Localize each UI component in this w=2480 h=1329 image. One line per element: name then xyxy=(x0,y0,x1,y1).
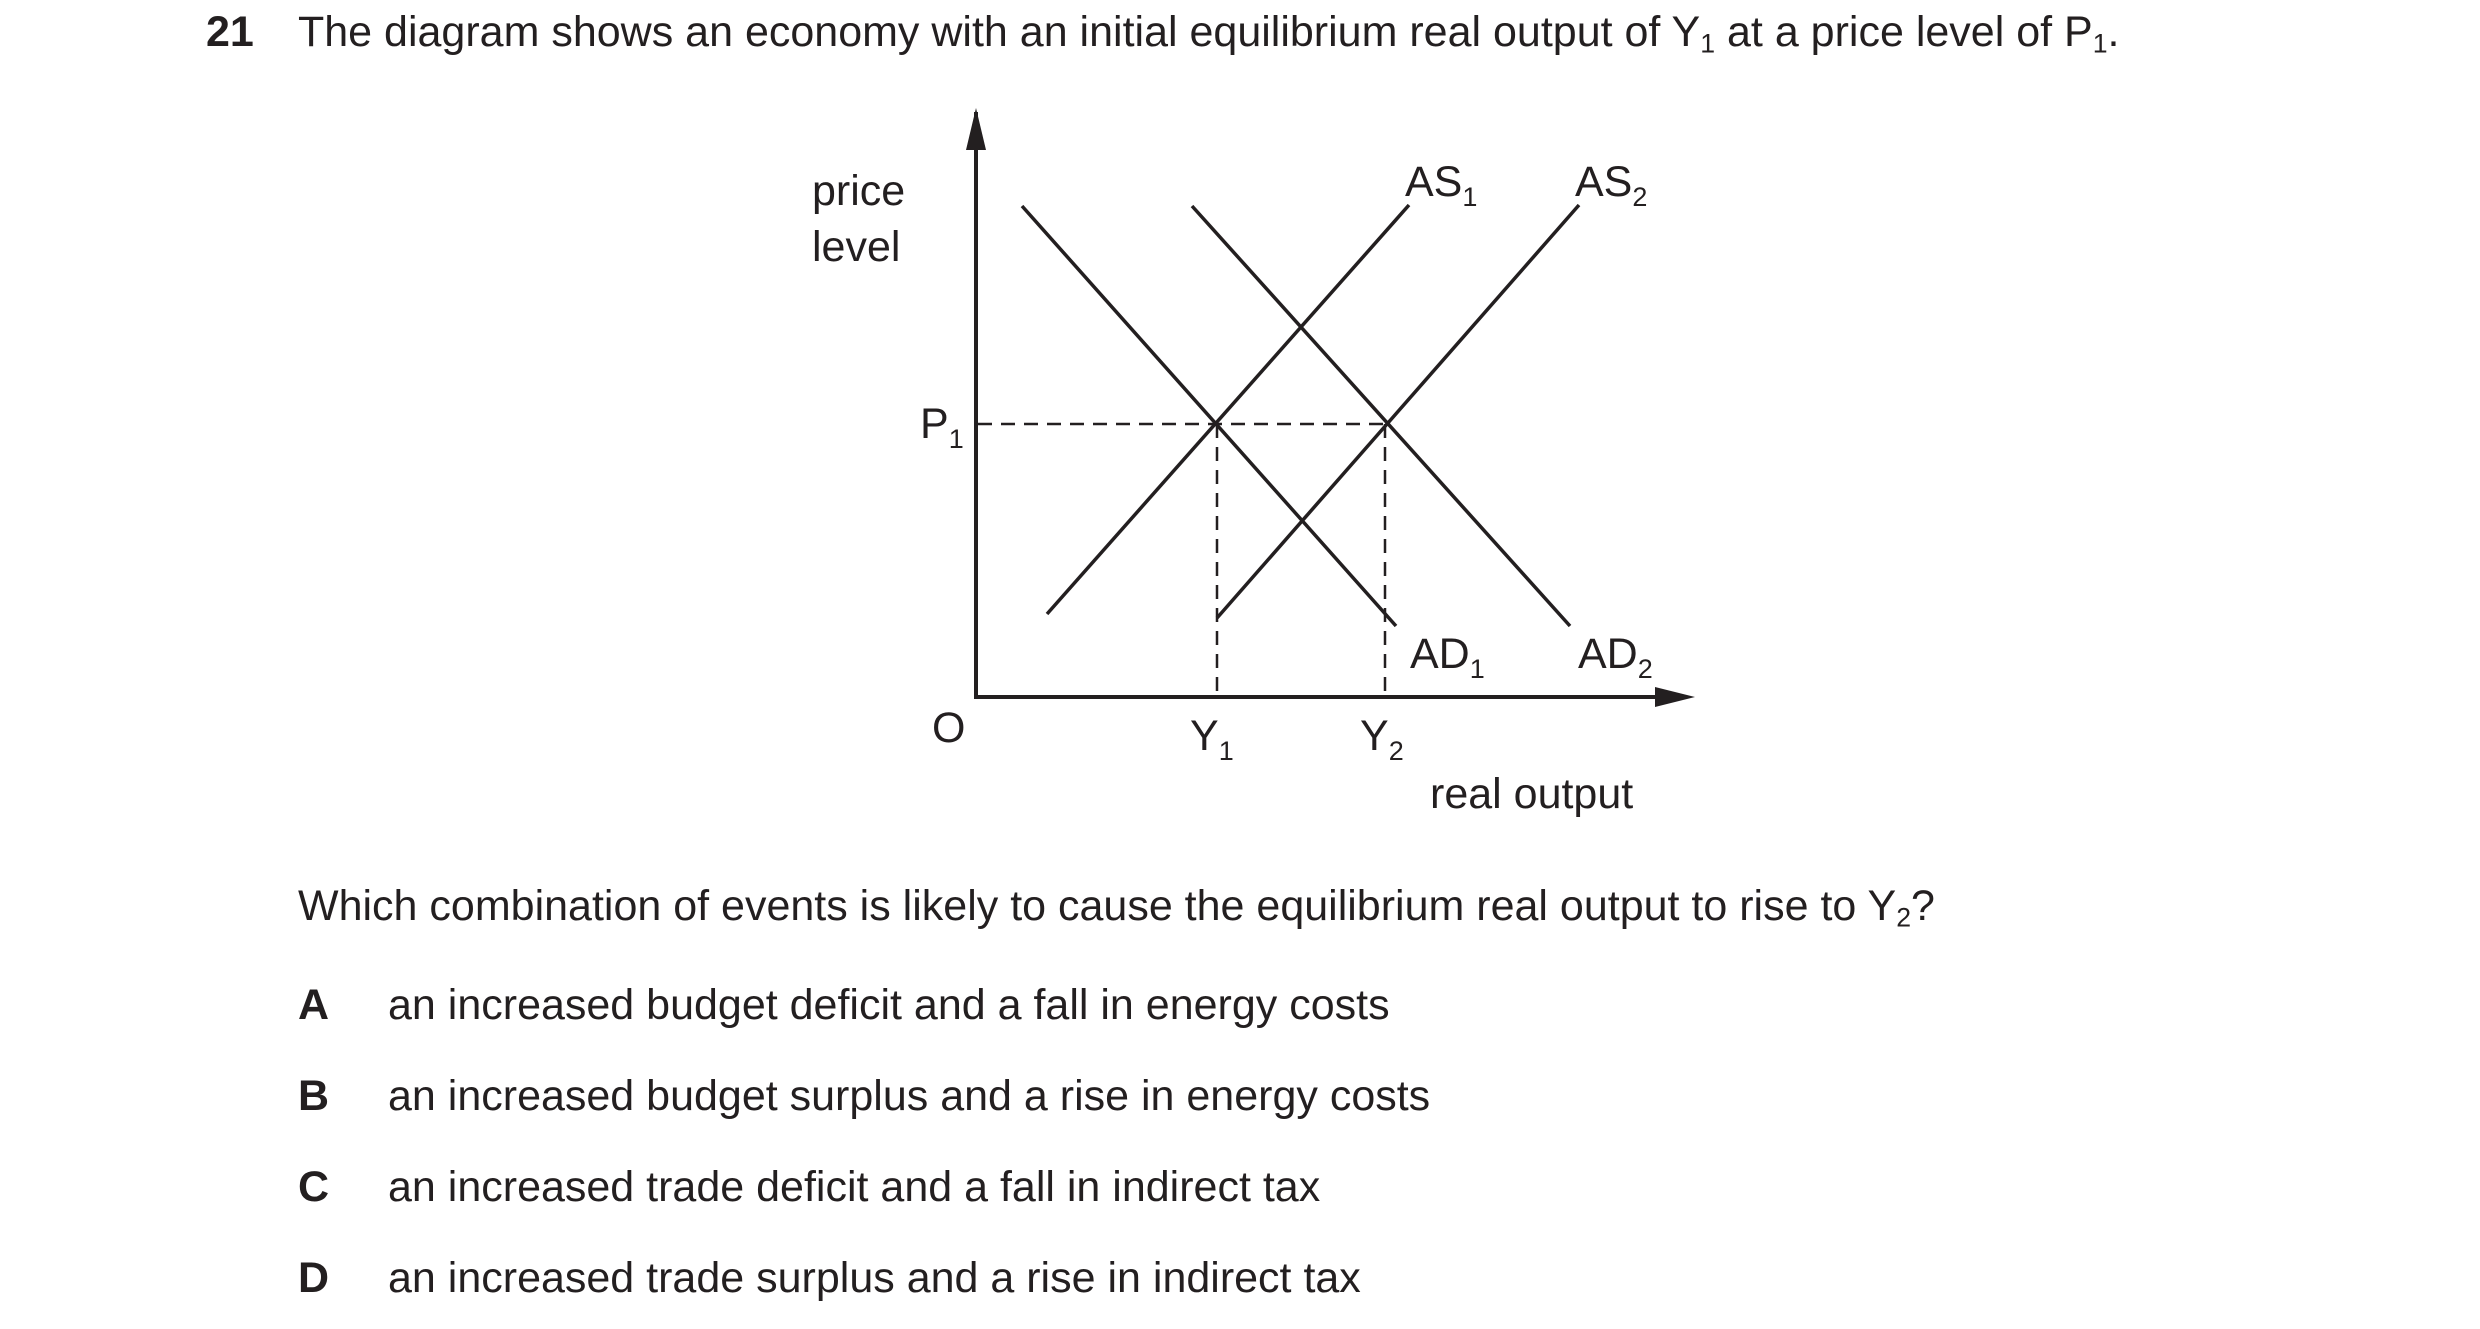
as2-label xyxy=(1575,158,1647,212)
stem-subscript-1: 1 xyxy=(1700,28,1716,59)
option-b-text: an increased budget surplus and a rise in energy costs xyxy=(388,1072,1431,1120)
stem-subscript-2: 1 xyxy=(2092,28,2108,59)
option-a-letter: A xyxy=(298,981,330,1029)
prompt-text-2: ? xyxy=(1911,882,1935,930)
ad2-label-main: AD xyxy=(1578,630,1638,678)
question-prompt xyxy=(298,878,1935,934)
guide-lines xyxy=(978,424,1385,697)
y1-label-sub: 1 xyxy=(1218,736,1234,766)
y1-label-main: Y xyxy=(1190,712,1219,760)
as1-label xyxy=(1405,158,1477,212)
as2-curve xyxy=(1217,205,1579,618)
p1-label-main: P xyxy=(920,400,949,448)
option-b-letter: B xyxy=(298,1072,330,1120)
stem-text-2: at a price level of P xyxy=(1715,8,2093,56)
y2-label-sub: 2 xyxy=(1388,736,1404,766)
option-c-text: an increased trade deficit and a fall in indirect tax xyxy=(388,1163,1321,1211)
ad2-label xyxy=(1578,630,1653,684)
prompt-subscript: 2 xyxy=(1896,902,1912,933)
y-axis-label xyxy=(812,167,905,271)
option-c-letter: C xyxy=(298,1163,330,1211)
output-axis-arrow xyxy=(1655,687,1695,707)
ad1-curve xyxy=(1022,206,1396,626)
p1-label-sub: 1 xyxy=(948,424,964,454)
origin-label: O xyxy=(932,704,966,752)
price-axis-arrow xyxy=(966,108,986,150)
y2-label-main: Y xyxy=(1360,712,1389,760)
stem-text-1: The diagram shows an economy with an initial equilibrium real output of Y xyxy=(298,8,1701,56)
y-axis-label-line-2: level xyxy=(812,223,901,271)
as2-label-main: AS xyxy=(1575,158,1633,206)
ad1-label-sub: 1 xyxy=(1469,654,1485,684)
option-d-text: an increased trade surplus and a rise in indirect tax xyxy=(388,1254,1361,1302)
y2-label xyxy=(1360,712,1404,766)
y-axis-label-line-1: price xyxy=(812,167,906,215)
as1-label-main: AS xyxy=(1405,158,1463,206)
option-d-letter: D xyxy=(298,1254,330,1302)
ad1-label-main: AD xyxy=(1410,630,1470,678)
as1-label-sub: 1 xyxy=(1462,182,1478,212)
as1-curve xyxy=(1047,205,1409,614)
ad2-curve xyxy=(1192,206,1570,626)
ad2-label-sub: 2 xyxy=(1637,654,1653,684)
question-number: 21 xyxy=(206,8,254,56)
prompt-text-1: Which combination of events is likely to cause the equilibrium real output to rise to Y xyxy=(298,882,1897,930)
y1-label xyxy=(1190,712,1234,766)
option-a-text: an increased budget deficit and a fall in energy costs xyxy=(388,981,1390,1029)
ad1-label xyxy=(1410,630,1485,684)
x-axis-label: real output xyxy=(1430,770,1634,818)
stem-text-3: . xyxy=(2107,8,2120,56)
curves xyxy=(1022,205,1579,626)
as2-label-sub: 2 xyxy=(1632,182,1648,212)
p1-label xyxy=(920,400,964,454)
